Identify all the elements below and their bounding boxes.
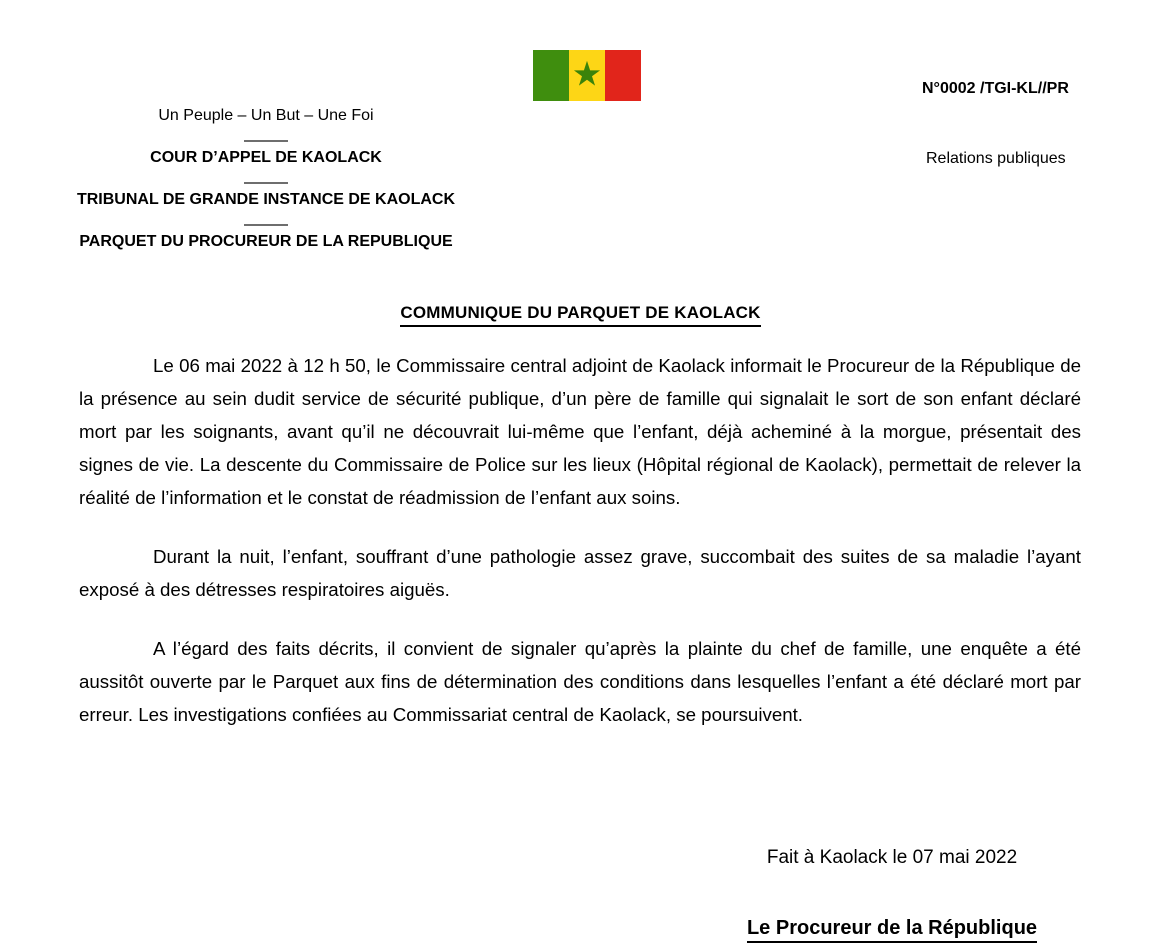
flag-green-stripe [533, 50, 569, 101]
body-paragraph-1: Le 06 mai 2022 à 12 h 50, le Commissaire central adjoint de Kaolack informait le Procureur de la République de la présence au sein dudit service de sécurité publique, d’un père de famille qui signalait le sort de son enfant déclaré mort par les soignants, avant qu’il ne découvrait lui-même que l’enfant, déjà acheminé à la morgue, présentait des signes de vie. La descente du Commissaire de Police sur les lieux (Hôpital régional de Kaolack), permettait de relever la réalité de l’information et le constat de réadmission de l’enfant aux soins. [79, 355, 1081, 508]
reference-number: N°0002 /TGI-KL//PR [922, 80, 1069, 97]
closing-block [642, 846, 1142, 943]
tribunal-line: TRIBUNAL DE GRANDE INSTANCE DE KAOLACK [76, 191, 456, 208]
signature-title: Le Procureur de la République [747, 917, 1037, 943]
body-paragraph-2: Durant la nuit, l’enfant, souffrant d’une pathologie assez grave, succombait des suites de sa maladie l’ayant exposé à des détresses respiratoires aiguës. [79, 546, 1081, 600]
flag-star-icon: ★ [571, 55, 603, 94]
letterhead-divider [244, 182, 288, 184]
letterhead [70, 106, 462, 252]
national-motto: Un Peuple – Un But – Une Foi [158, 107, 374, 124]
place-and-date: Fait à Kaolack le 07 mai 2022 [766, 847, 1018, 868]
letterhead-divider [244, 224, 288, 226]
document-body [79, 349, 1081, 757]
flag-red-stripe [605, 50, 641, 101]
flag-yellow-stripe [569, 50, 605, 101]
parquet-line: PARQUET DU PROCUREUR DE LA REPUBLIQUE [79, 233, 453, 250]
court-of-appeal-line: COUR D’APPEL DE KAOLACK [150, 149, 382, 166]
title-row [80, 303, 1081, 327]
senegal-flag-icon [533, 50, 641, 101]
letterhead-divider [244, 140, 288, 142]
service-label: Relations publiques [926, 150, 1066, 167]
body-paragraph-3: A l’égard des faits décrits, il convient de signaler qu’après la plainte du chef de famille, une enquête a été aussitôt ouverte par le Parquet aux fins de détermination des conditions dans lesquelles l’enfant a été déclaré mort par erreur. Les investigations confiées au Commissariat central de Kaolack, se poursuivent. [79, 638, 1081, 725]
document-title: COMMUNIQUE DU PARQUET DE KAOLACK [400, 303, 760, 327]
